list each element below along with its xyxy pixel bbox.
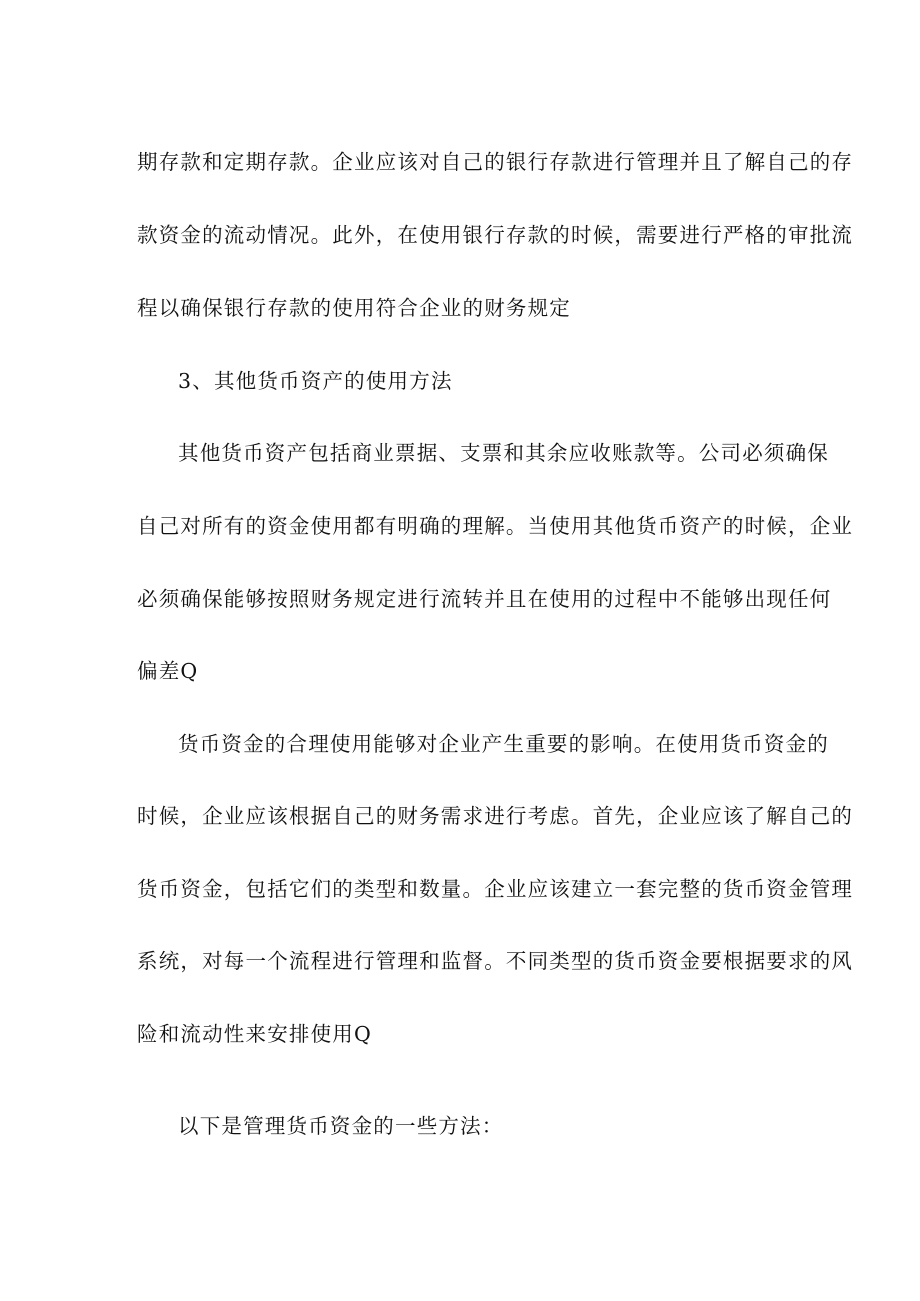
paragraph-line: 货币资金的合理使用能够对企业产生重要的影响。在使用货币资金的	[178, 732, 829, 756]
paragraph-line: 偏差Q	[137, 659, 199, 683]
paragraph-line: 险和流动性来安排使用Q	[137, 1022, 373, 1046]
paragraph-line: 程以确保银行存款的使用符合企业的财务规定	[137, 296, 571, 320]
paragraph-line: 期存款和定期存款。企业应该对自己的银行存款进行管理并且了解自己的存	[137, 150, 854, 174]
paragraph-line: 时候，企业应该根据自己的财务需求进行考虑。首先，企业应该了解自己的	[137, 804, 854, 828]
paragraph-line: 款资金的流动情况。此外，在使用银行存款的时候，需要进行严格的审批流	[137, 223, 854, 247]
paragraph-line: 自己对所有的资金使用都有明确的理解。当使用其他货币资产的时候，企业	[137, 514, 854, 538]
section-heading: 3、其他货币资产的使用方法	[178, 369, 453, 393]
paragraph-line: 货币资金，包括它们的类型和数量。企业应该建立一套完整的货币资金管理	[137, 877, 854, 901]
paragraph-line: 必须确保能够按照财务规定进行流转并且在使用的过程中不能够出现任何	[137, 587, 832, 611]
paragraph-line: 其他货币资产包括商业票据、支票和其余应收账款等。公司必须确保	[178, 441, 829, 465]
paragraph-line: 系统，对每一个流程进行管理和监督。不同类型的货币资金要根据要求的风	[137, 949, 854, 973]
paragraph-line: 以下是管理货币资金的一些方法：	[178, 1114, 504, 1138]
